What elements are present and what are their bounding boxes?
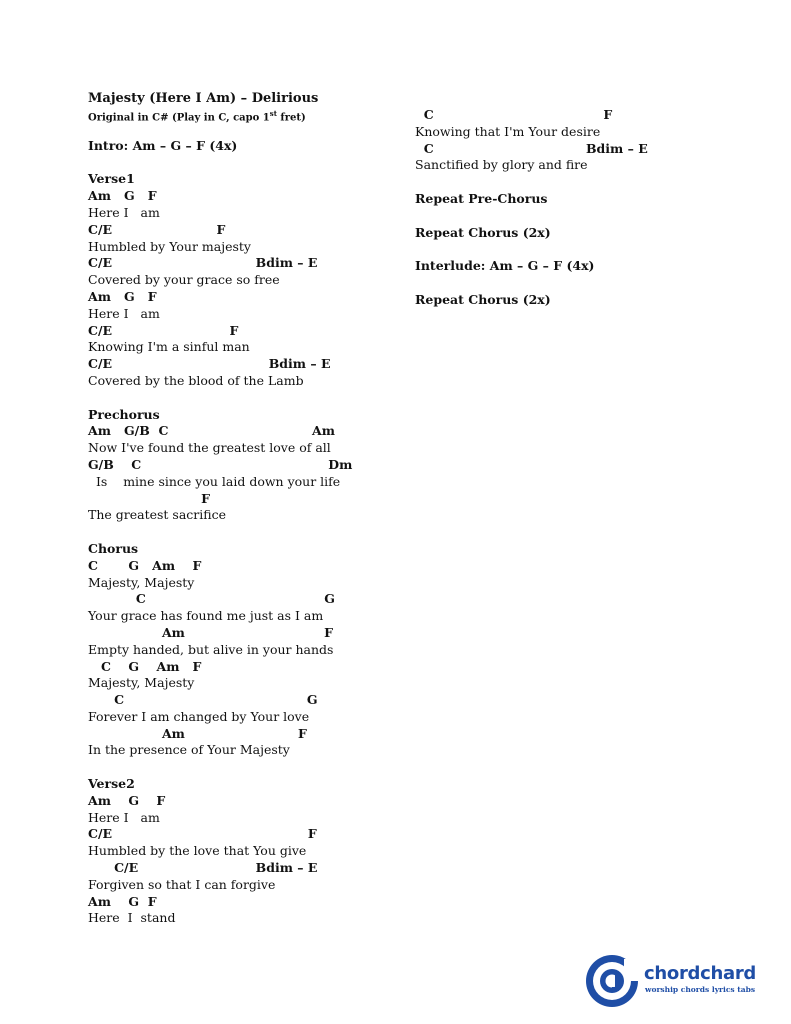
spacer bbox=[88, 390, 398, 407]
chord-line: Am G F bbox=[88, 288, 157, 304]
chordchard-logo-icon bbox=[584, 953, 640, 1009]
ordinal-suffix: st bbox=[269, 109, 277, 118]
spacer bbox=[415, 174, 755, 191]
lyric-line: Here I am bbox=[88, 204, 160, 220]
section-heading: Repeat Chorus (2x) bbox=[415, 291, 551, 307]
right-column bbox=[415, 107, 755, 309]
lyric-line: Knowing I'm a sinful man bbox=[88, 339, 250, 355]
original-key-note bbox=[88, 107, 398, 124]
chord-line: Am F bbox=[88, 624, 334, 640]
lyric-line: Knowing that I'm Your desire bbox=[415, 123, 601, 139]
chord-line: Am G F bbox=[88, 188, 157, 204]
chord-line: C F bbox=[415, 107, 613, 122]
section-heading: Verse1 bbox=[88, 171, 135, 187]
brand-tagline: worship chords lyrics tabs bbox=[645, 985, 756, 994]
spacer bbox=[415, 208, 755, 225]
lyric-line: Here I stand bbox=[88, 910, 176, 926]
original-key-text: Original in C# (Play in C, capo 1 bbox=[88, 112, 270, 124]
chordchard-logo[interactable] bbox=[584, 953, 764, 1011]
spacer bbox=[415, 241, 755, 258]
chord-line: G/B C Dm bbox=[88, 456, 353, 472]
chord-line: C/E F bbox=[88, 322, 239, 338]
lyric-line: The greatest sacrifice bbox=[88, 507, 226, 523]
chord-line: C G Am F bbox=[88, 658, 202, 674]
lyric-line: Empty handed, but alive in your hands bbox=[88, 641, 334, 657]
lyric-line: Is mine since you laid down your life bbox=[88, 473, 341, 489]
lyric-line: Covered by the blood of the Lamb bbox=[88, 372, 304, 388]
chord-line: C/E F bbox=[88, 221, 226, 237]
lyric-line: Majesty, Majesty bbox=[88, 675, 195, 691]
chord-line: C G bbox=[88, 591, 335, 607]
chord-line: C Bdim – E bbox=[415, 140, 648, 156]
spacer bbox=[88, 759, 398, 776]
spacer bbox=[415, 275, 755, 292]
lyric-line: Majesty, Majesty bbox=[88, 574, 195, 590]
chord-line: C/E Bdim – E bbox=[88, 356, 331, 372]
right-song-lines bbox=[415, 107, 755, 309]
lyric-line: Sanctified by glory and fire bbox=[415, 157, 588, 173]
lyric-line: Forever I am changed by Your love bbox=[88, 708, 310, 724]
lyric-line: Forgiven so that I can forgive bbox=[88, 876, 276, 892]
chord-line: C/E Bdim – E bbox=[88, 860, 318, 876]
chord-line: Am G F bbox=[88, 893, 157, 909]
section-heading: Chorus bbox=[88, 540, 139, 556]
chord-line: C/E Bdim – E bbox=[88, 255, 318, 271]
lyric-line: Covered by your grace so free bbox=[88, 272, 280, 288]
section-heading: Interlude: Am – G – F (4x) bbox=[415, 258, 595, 274]
lyric-line: Here I am bbox=[88, 809, 160, 825]
lyric-line: Humbled by Your majesty bbox=[88, 238, 251, 254]
chord-line: F bbox=[88, 490, 211, 506]
spacer bbox=[88, 524, 398, 541]
section-heading: Repeat Pre-Chorus bbox=[415, 190, 548, 206]
song-title: Majesty (Here I Am) – Delirious bbox=[88, 91, 319, 106]
brand-name: chordchard bbox=[644, 963, 757, 984]
chord-line: C G Am F bbox=[88, 557, 202, 573]
chord-line: C/E F bbox=[88, 826, 317, 842]
lyric-line: In the presence of Your Majesty bbox=[88, 742, 290, 758]
chord-line: Am G/B C Am bbox=[88, 423, 335, 439]
lyric-line: Now I've found the greatest love of all bbox=[88, 440, 331, 456]
section-heading: Prechorus bbox=[88, 406, 160, 422]
section-heading: Repeat Chorus (2x) bbox=[415, 224, 551, 240]
chord-line: Am G F bbox=[88, 792, 166, 808]
lyric-line: Humbled by the love that You give bbox=[88, 843, 307, 859]
section-heading: Verse2 bbox=[88, 776, 135, 792]
original-key-text-end: fret) bbox=[276, 112, 306, 124]
chord-line: C G bbox=[88, 692, 318, 708]
section-heading: Intro: Am – G – F (4x) bbox=[88, 137, 238, 153]
spacer bbox=[88, 155, 398, 172]
lyric-line: Your grace has found me just as I am bbox=[88, 608, 324, 624]
lyric-line: Here I am bbox=[88, 305, 160, 321]
left-column bbox=[88, 91, 398, 927]
spacer bbox=[88, 121, 398, 138]
chord-line: Am F bbox=[88, 725, 307, 741]
left-song-lines bbox=[88, 138, 398, 927]
